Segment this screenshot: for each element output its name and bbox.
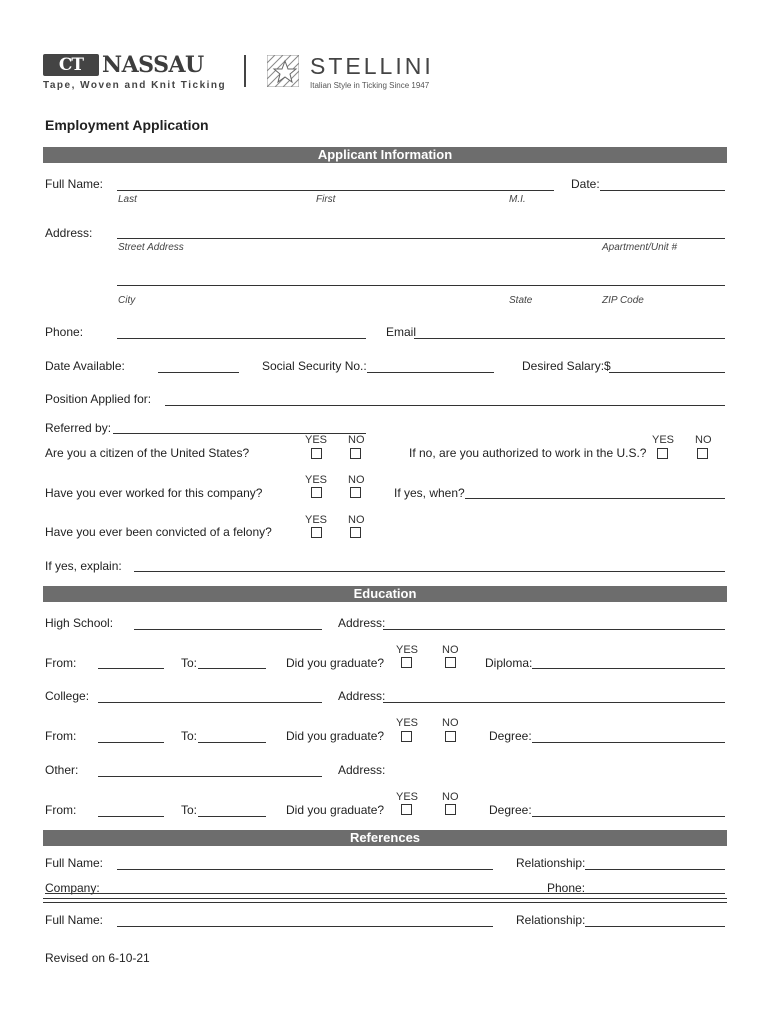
ref1-relationship-label: Relationship: — [516, 856, 586, 870]
page-title: Employment Application — [45, 117, 209, 133]
worked-yes-checkbox[interactable] — [311, 487, 322, 498]
diploma-label: Diploma: — [485, 656, 533, 670]
high-school-label: High School: — [45, 616, 114, 630]
hs-graduate-no-checkbox[interactable] — [445, 657, 456, 668]
explain-label: If yes, explain: — [45, 559, 122, 573]
address-label: Address: — [45, 226, 93, 240]
desired-salary-field[interactable] — [609, 372, 725, 373]
high-school-address-label: Address: — [338, 616, 386, 630]
other-field[interactable] — [98, 776, 322, 777]
college-address-field[interactable] — [383, 702, 725, 703]
email-field[interactable] — [414, 338, 725, 339]
felony-yes-label: YES — [305, 514, 328, 526]
hs-graduate-no-label: NO — [442, 644, 459, 656]
other-graduate-question: Did you graduate? — [286, 803, 385, 817]
authorized-no-checkbox[interactable] — [697, 448, 708, 459]
college-from-label: From: — [45, 729, 77, 743]
citizen-yes-label: YES — [305, 434, 328, 446]
citizen-question: Are you a citizen of the United States? — [45, 446, 250, 460]
date-available-label: Date Available: — [45, 359, 125, 373]
ssn-label: Social Security No.: — [262, 359, 367, 373]
college-label: College: — [45, 689, 90, 703]
stellini-logo: STELLINI — [310, 53, 434, 79]
other-address-label: Address: — [338, 763, 386, 777]
when-label: If yes, when? — [394, 486, 465, 500]
middle-initial-sublabel: M.I. — [509, 194, 526, 205]
ref1-phone-label: Phone: — [547, 881, 586, 895]
college-field[interactable] — [98, 702, 322, 703]
worked-yes-label: YES — [305, 474, 328, 486]
college-graduate-no-label: NO — [442, 717, 459, 729]
felony-yes-checkbox[interactable] — [311, 527, 322, 538]
hs-graduate-question: Did you graduate? — [286, 656, 385, 670]
ref1-relationship-field[interactable] — [585, 869, 725, 870]
logo-divider — [244, 55, 246, 87]
other-from-label: From: — [45, 803, 77, 817]
felony-no-checkbox[interactable] — [350, 527, 361, 538]
city-sublabel: City — [118, 295, 136, 306]
ref2-full-name-label: Full Name: — [45, 913, 104, 927]
other-graduate-yes-checkbox[interactable] — [401, 804, 412, 815]
college-to-field[interactable] — [198, 742, 266, 743]
when-field[interactable] — [465, 498, 725, 499]
citizen-no-checkbox[interactable] — [350, 448, 361, 459]
hs-to-field[interactable] — [198, 668, 266, 669]
phone-label: Phone: — [45, 325, 84, 339]
college-degree-field[interactable] — [532, 742, 725, 743]
ref2-relationship-field[interactable] — [585, 926, 725, 927]
worked-question: Have you ever worked for this company? — [45, 486, 263, 500]
high-school-address-field[interactable] — [383, 629, 725, 630]
worked-no-checkbox[interactable] — [350, 487, 361, 498]
nassau-logo: NASSAU — [102, 52, 204, 78]
street-address-field[interactable] — [117, 238, 725, 239]
ssn-field[interactable] — [367, 372, 494, 373]
diploma-field[interactable] — [532, 668, 725, 669]
position-label: Position Applied for: — [45, 392, 152, 406]
high-school-field[interactable] — [134, 629, 322, 630]
college-to-label: To: — [181, 729, 198, 743]
phone-field[interactable] — [117, 338, 366, 339]
apartment-sublabel: Apartment/Unit # — [602, 242, 678, 253]
desired-salary-label: Desired Salary:$ — [522, 359, 611, 373]
hs-graduate-yes-checkbox[interactable] — [401, 657, 412, 668]
reference-divider — [43, 898, 727, 903]
section-references: References — [43, 830, 727, 846]
hs-from-field[interactable] — [98, 668, 164, 669]
full-name-label: Full Name: — [45, 177, 104, 191]
city-state-zip-field[interactable] — [117, 285, 725, 286]
hs-to-label: To: — [181, 656, 198, 670]
ref2-relationship-label: Relationship: — [516, 913, 586, 927]
referred-by-label: Referred by: — [45, 421, 112, 435]
other-to-field[interactable] — [198, 816, 266, 817]
section-education: Education — [43, 586, 727, 602]
hs-graduate-yes-label: YES — [396, 644, 419, 656]
authorized-yes-checkbox[interactable] — [657, 448, 668, 459]
college-from-field[interactable] — [98, 742, 164, 743]
date-field[interactable] — [600, 190, 725, 191]
worked-no-label: NO — [348, 474, 365, 486]
date-label: Date: — [571, 177, 600, 191]
other-degree-field[interactable] — [532, 816, 725, 817]
other-graduate-yes-label: YES — [396, 791, 419, 803]
ct-logo: CT — [43, 54, 99, 76]
hs-from-label: From: — [45, 656, 77, 670]
state-sublabel: State — [509, 295, 533, 306]
ref1-full-name-field[interactable] — [117, 869, 493, 870]
ref1-company-field[interactable] — [45, 893, 725, 894]
other-to-label: To: — [181, 803, 198, 817]
college-graduate-yes-label: YES — [396, 717, 419, 729]
citizen-no-label: NO — [348, 434, 365, 446]
street-address-sublabel: Street Address — [118, 242, 184, 253]
stellini-star-icon — [267, 55, 299, 87]
authorized-question: If no, are you authorized to work in the U.S.? — [409, 446, 647, 460]
other-graduate-no-checkbox[interactable] — [445, 804, 456, 815]
other-label: Other: — [45, 763, 79, 777]
other-degree-label: Degree: — [489, 803, 532, 817]
explain-field[interactable] — [134, 571, 725, 572]
citizen-yes-checkbox[interactable] — [311, 448, 322, 459]
felony-question: Have you ever been convicted of a felony? — [45, 525, 272, 539]
other-from-field[interactable] — [98, 816, 164, 817]
section-applicant-information: Applicant Information — [43, 147, 727, 163]
revision-footer: Revised on 6-10-21 — [45, 951, 150, 965]
first-name-sublabel: First — [316, 194, 336, 205]
last-name-sublabel: Last — [118, 194, 137, 205]
full-name-field[interactable] — [117, 190, 554, 191]
ref2-full-name-field[interactable] — [117, 926, 493, 927]
stellini-tagline: Italian Style in Ticking Since 1947 — [310, 81, 430, 90]
college-address-label: Address: — [338, 689, 386, 703]
college-graduate-yes-checkbox[interactable] — [401, 731, 412, 742]
position-field[interactable] — [165, 405, 725, 406]
authorized-no-label: NO — [695, 434, 712, 446]
college-graduate-no-checkbox[interactable] — [445, 731, 456, 742]
email-label: Email — [386, 325, 417, 339]
ref1-full-name-label: Full Name: — [45, 856, 104, 870]
authorized-yes-label: YES — [652, 434, 675, 446]
felony-no-label: NO — [348, 514, 365, 526]
college-graduate-question: Did you graduate? — [286, 729, 385, 743]
ref1-company-label: Company: — [45, 881, 100, 895]
zip-sublabel: ZIP Code — [602, 295, 644, 306]
college-degree-label: Degree: — [489, 729, 532, 743]
other-graduate-no-label: NO — [442, 791, 459, 803]
nassau-tagline: Tape, Woven and Knit Ticking — [43, 80, 227, 91]
referred-by-field[interactable] — [113, 433, 366, 434]
date-available-field[interactable] — [158, 372, 239, 373]
